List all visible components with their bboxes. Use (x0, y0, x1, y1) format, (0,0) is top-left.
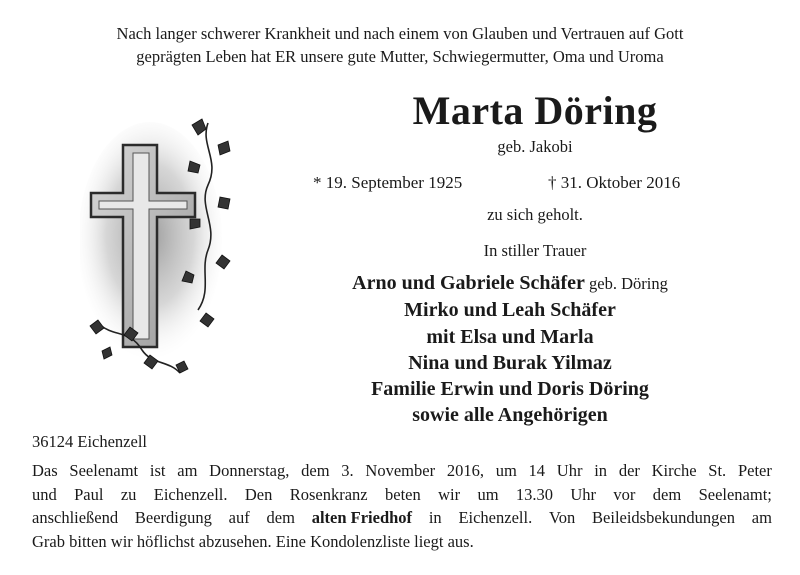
service-notice (32, 459, 772, 553)
notice-word: Beerdigung (134, 508, 212, 527)
notice-word: 14 (528, 461, 546, 480)
birth-date: * 19. September 1925 (313, 173, 463, 192)
notice-word: Beileidsbekundungen (592, 508, 736, 527)
notice-word: am (177, 461, 198, 480)
mourning-heading: In stiller Trauer (483, 241, 587, 260)
taken-line: zu sich geholt. (487, 205, 583, 224)
notice-word: Uhr (570, 484, 597, 504)
notice-word: Eichenzell. (153, 484, 228, 504)
intro-line-2: geprägten Leben hat ER unsere gute Mutter, Schwiegermutter, Oma und Uroma (136, 47, 664, 66)
place-line: 36124 Eichenzell (32, 432, 148, 451)
notice-word: in (428, 508, 442, 527)
mourner-names: Arno und Gabriele Schäfer (352, 272, 585, 294)
notice-word: dem (301, 461, 330, 480)
death-date: † 31. Oktober 2016 (548, 173, 681, 192)
intro-text (0, 22, 800, 68)
notice-word: dem (266, 508, 295, 527)
notice-word: wir (438, 484, 461, 504)
notice-word: in (594, 461, 608, 480)
maiden-name: geb. Jakobi (497, 137, 573, 156)
deceased-name: Marta Döring (412, 88, 658, 133)
notice-word: auf (228, 508, 250, 527)
mourner-maiden-name: geb. Döring (584, 274, 668, 293)
notice-line-3 (32, 506, 772, 530)
mourner-line (300, 270, 720, 297)
notice-word: Von (548, 508, 576, 527)
notice-word: Paul (74, 484, 104, 504)
notice-word: St. (708, 461, 727, 480)
mourner-line: Familie Erwin und Doris Döring (371, 378, 649, 401)
notice-word: am (751, 508, 772, 527)
notice-word: Eichenzell. (458, 508, 533, 527)
mourners-list (300, 270, 720, 429)
notice-word: 13.30 (515, 484, 554, 504)
mourner-line: Mirko und Leah Schäfer (404, 299, 616, 322)
mourner-line: sowie alle Angehörigen (412, 404, 608, 427)
notice-word: vor (613, 484, 636, 504)
mourner-line: mit Elsa und Marla (426, 325, 594, 348)
notice-word: anschließend (32, 508, 119, 527)
notice-word: der (618, 461, 640, 480)
notice-word: Rosenkranz (289, 484, 368, 504)
notice-bold-location: alten Friedhof (311, 508, 413, 527)
notice-word: 3. (341, 461, 354, 480)
notice-line-1 (32, 459, 772, 483)
notice-word: Kirche (651, 461, 697, 480)
notice-word: 2016, (446, 461, 484, 480)
notice-word: dem (652, 484, 682, 504)
intro-line-1: Nach langer schwerer Krankheit und nach einem von Glauben und Vertrauen auf Gott (116, 24, 684, 43)
cross-with-ivy-icon (80, 115, 250, 380)
notice-word: zu (120, 484, 137, 504)
notice-word: Den (244, 484, 273, 504)
notice-word: ist (149, 461, 166, 480)
notice-line-2 (32, 483, 772, 507)
notice-word: und (32, 484, 57, 504)
notice-word: Seelenamt (69, 461, 139, 480)
notice-word: Seelenamt; (698, 484, 772, 504)
notice-word: November (365, 461, 436, 480)
mourner-line: Nina und Burak Yilmaz (408, 351, 612, 374)
notice-word: beten (385, 484, 421, 504)
notice-word: Das (32, 461, 58, 480)
notice-word: um (477, 484, 499, 504)
notice-word: Donnerstag, (209, 461, 290, 480)
notice-word: Uhr (556, 461, 583, 480)
notice-line-4: Grab bitten wir höflichst abzusehen. Eine Kondolenzliste liegt aus. (32, 531, 474, 551)
notice-word: um (495, 461, 517, 480)
notice-word: Peter (737, 461, 772, 480)
